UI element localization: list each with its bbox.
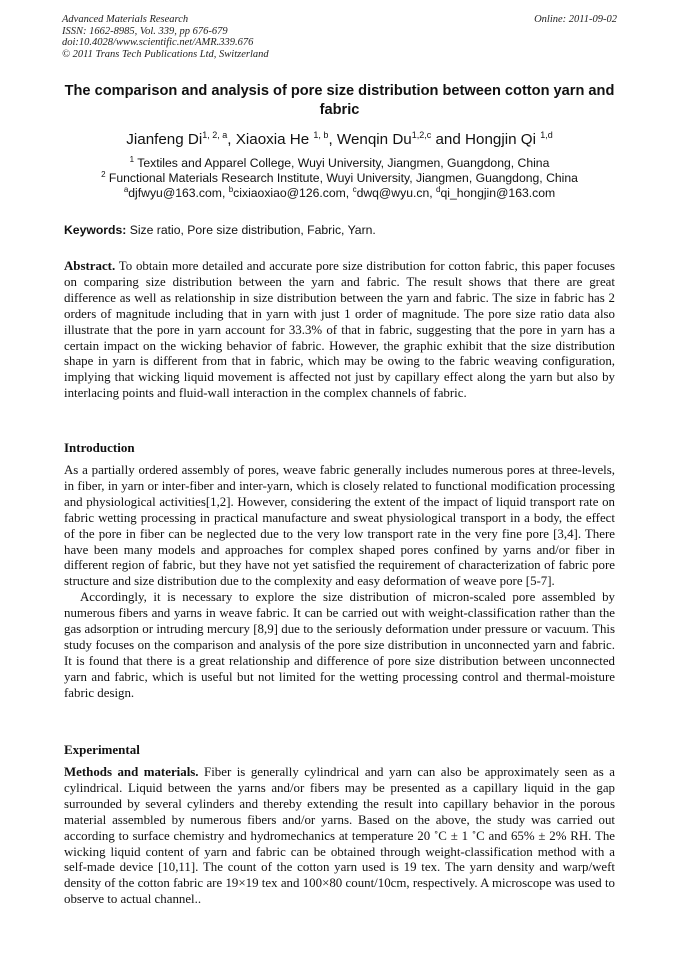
paragraph: Accordingly, it is necessary to explore the size distribution of micron-scaled pore assembled by numerous fibers and yarns in weave fabric. It can be carried out with weight-classification rather than the gas adsorption or intruding mercury [8,9] due to the seriously deformation under pressure or vacuum. This study focuses on the comparison and analysis of the pore size distribution in unconnected yarn and fabric. It is found that there is a great relationship and difference of pore size distribution between unconnected yarn and fabric, which is useful but not limited for the wetting processing control and thermal-moisture fabric design. xyxy=(64,590,615,700)
experimental-body xyxy=(64,765,615,908)
email-list: $^a$djfwyu@163.com, $^b$cixiaoxiao@126.com, $^c$dwq@wyu.cn, $^d$qi_hongjin@163.com xyxy=(123,185,556,200)
author-name: Hongjin Qi xyxy=(465,131,541,148)
introduction-body xyxy=(64,463,615,702)
keywords xyxy=(64,223,619,237)
affiliation-1: $^1$ Textiles and Apparel College, Wuyi University, Jiangmen, Guangdong, China xyxy=(129,155,550,170)
email-link[interactable]: dwq@wyu.cn, xyxy=(356,186,437,200)
methods-label: Methods and materials. xyxy=(64,765,199,779)
issn-line: ISSN: 1662-8985, Vol. 339, pp 676-679 xyxy=(62,25,228,37)
email-link[interactable]: qi_hongjin@163.com xyxy=(440,186,556,200)
author-name: Jianfeng Di xyxy=(126,131,203,148)
email-link[interactable]: djfwyu@163.com, xyxy=(128,186,229,200)
introduction-heading: Introduction xyxy=(64,440,135,455)
online-date: Online: 2011-09-02 xyxy=(534,14,617,25)
keywords-label: Keywords: xyxy=(64,223,127,237)
author-name: Xiaoxia He xyxy=(235,131,314,148)
abstract-text: To obtain more detailed and accurate pore size distribution for cotton fabric, this paper focuses on comparing size distribution between the yarn and fabric. The result shows that there are great difference as well as relationship in size distribution between the yarn and fabric. The size in fabric has 2 orders of magnitude including that in yarn with just 1 order of magnitude. The pore size ratio data also illustrate that the pore in yarn account for 33.3% of that in fabric, suggesting that the pore in yarn has a certain impact on the wicking behavior of fabric. However, the graphic exhibit that the size distribution shape in yarn is different from that in fabric, which may be owing to the fabric weaving configuration, implying that wicking liquid movement is affected not just by capillary effect along the yarn but also by interlacing points and fluid-wall interaction in the complex channels of fabric. xyxy=(64,259,615,401)
affiliation-2: $^2$ Functional Materials Research Institute, Wuyi University, Jiangmen, Guangdong, China xyxy=(101,170,578,185)
author-affiliation-mark: 1,2,c xyxy=(411,130,432,140)
author-list: Jianfeng Di$^{1, 2, a}$, Xiaoxia He $^{1, b}$, Wenqin Du$^{1,2,c}$ and Hongjin Qi $^{1,d}$ xyxy=(126,130,553,148)
author-affiliation-mark: 1, b xyxy=(313,130,329,140)
abstract xyxy=(64,259,615,402)
author-name: Wenqin Du xyxy=(336,131,412,148)
journal-name: Advanced Materials Research xyxy=(62,14,189,25)
email-link[interactable]: cixiaoxiao@126.com, xyxy=(233,186,353,200)
doi-line: doi:10.4028/www.scientific.net/AMR.339.676 xyxy=(62,37,254,49)
journal-header xyxy=(62,14,617,60)
paper-title: The comparison and analysis of pore size distribution between cotton yarn and fabric xyxy=(64,83,615,118)
experimental-heading: Experimental xyxy=(64,742,140,757)
keywords-text: Size ratio, Pore size distribution, Fabric, Yarn. xyxy=(126,223,376,237)
abstract-label: Abstract. xyxy=(64,259,116,273)
methods-text: Fiber is generally cylindrical and yarn can also be approximately seen as a cylindrical. Liquid between the yarns and/or fibers may be presented as a capillary liquid in the gap surrounded by several cylinders and thereby extending the result into capillary behavior in the porous material assembled by numerous fibers and/or yarns. Based on the above, the study was carried out according to surface chemistry and hydromechanics at temperature 20 ˚C ± 1 ˚C and 65% ± 2% RH. The wicking liquid content of yarn and fabric can be obtained through weight-classification method with a self-made device [10,11]. The count of the cotton yarn used is 19 tex. The yarn density and warp/weft density of the cotton fabric are 19×19 tex and 100×80 count/10cm, respectively. A microscope was used to observe to actual channel.. xyxy=(64,765,615,907)
copyright-line: © 2011 Trans Tech Publications Ltd, Switzerland xyxy=(62,48,269,60)
paragraph: As a partially ordered assembly of pores, weave fabric generally includes numerous pores at three-levels, in fiber, in yarn or inter-fiber and inter-yarn, which is closely related to functional modification processing and physiological activities[1,2]. However, considering the extent of the impact of liquid transport rate on fabric wetting processing in practical manufacture and sweat physiological transport in a body, the effect of the pore in fiber can be neglected due to the very low transport rate in the very fine pore [3,4]. There have been many models and approaches for complex shaped pores confined by yarns and/or fiber in different region of fabric, but they have not yet satisfied the requirement of characterization of fabric pore structure and size distribution due to the complexity and easy deformation of weave pore [5-7]. xyxy=(64,463,615,589)
author-affiliation-mark: 1, 2, a xyxy=(202,130,228,140)
author-affiliation-mark: 1,d xyxy=(540,130,553,140)
